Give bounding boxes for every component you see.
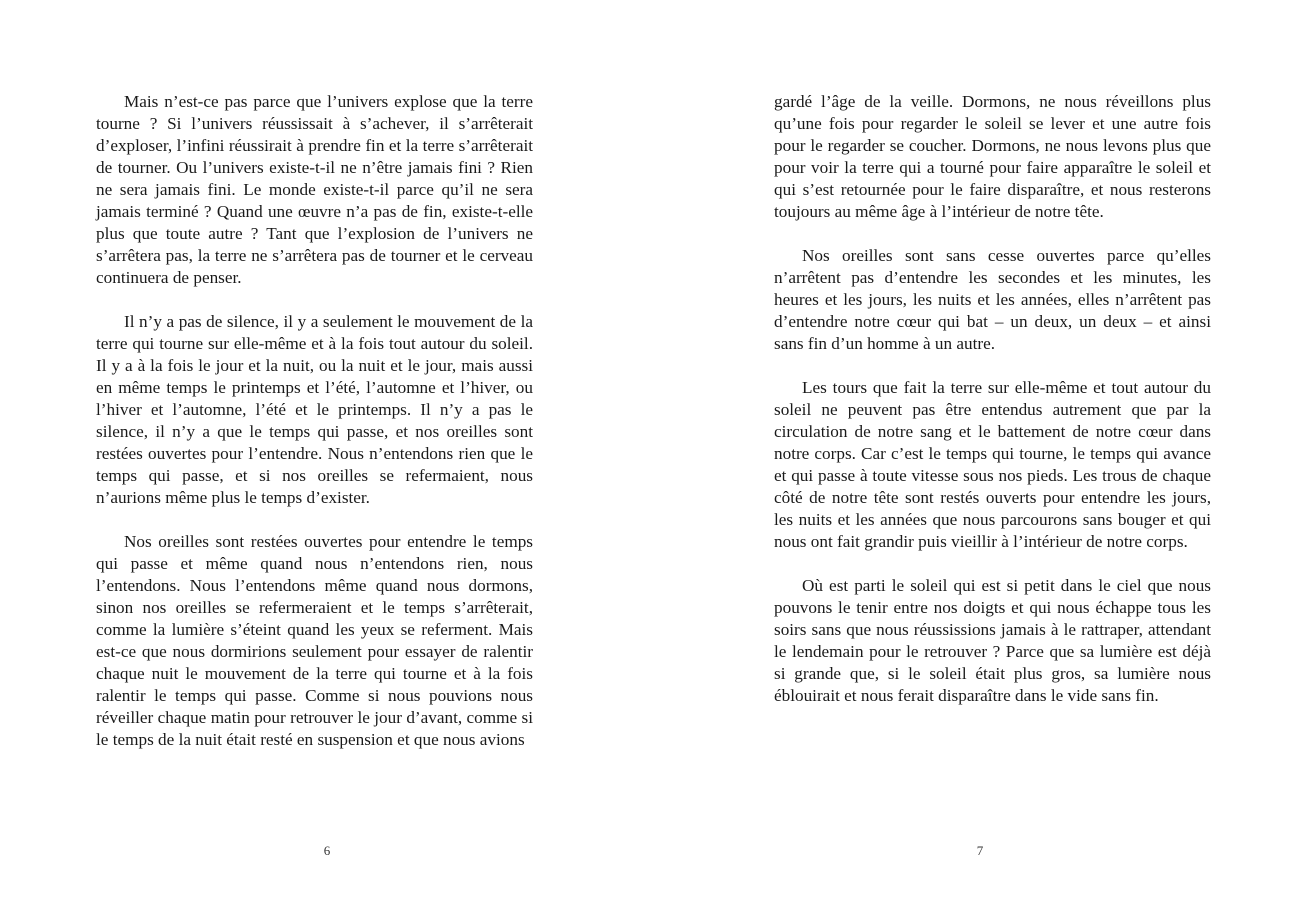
paragraph: Où est parti le soleil qui est si petit dans le ciel que nous pouvons le tenir entre nos doigts et qui nous échappe tous les soirs sans que nous réussissions jamais à le rattraper, attendant le lendemain pour le retrouver ? Parce que sa lumière est déjà si grande que, si le soleil était plus gros, sa lumière nous éblouirait et nous ferait disparaître dans le vide sans fin. xyxy=(774,576,1211,705)
page-number: 7 xyxy=(976,843,984,858)
continued-paragraph: gardé l’âge de la veille. Dormons, ne nous réveillons plus qu’une fois pour regarder le soleil se lever et une autre fois pour le regarder se coucher. Dormons, ne nous levons plus que pour voir la terre qui a tourné pour faire apparaître le soleil et qui s’est retournée pour le faire disparaître, et nous resterons toujours au même âge à l’intérieur de notre tête. xyxy=(774,92,1211,221)
paragraph: Les tours que fait la terre sur elle-même et tout autour du soleil ne peuvent pas être entendus autrement que par la circulation de notre sang et le battement de notre cœur dans notre corps. Car c’est le temps qui tourne, le temps qui avance et qui passe à toute vitesse sous nos pieds. Les trous de chaque côté de notre tête sont restés ouverts pour entendre les jours, les nuits et les années que nous parcourons sans bouger et qui nous ont fait grandir puis vieillir à l’intérieur de notre corps. xyxy=(774,378,1211,551)
paragraph: Mais n’est-ce pas parce que l’univers explose que la terre tourne ? Si l’univers réussissait à s’achever, il s’arrêterait d’exploser, l’infini réussirait à prendre fin et la terre s’arrêterait de tourner. Ou l’univers existe-t-il ne n’être jamais fini ? Rien ne sera jamais fini. Le monde existe-t-il parce qu’il ne sera jamais terminé ? Quand une œuvre n’a pas de fin, existe-t-elle plus que toute autre ? Tant que l’explosion de l’univers ne s’arrêtera pas, la terre ne s’arrêtera pas de tourner et le cerveau continuera de penser. xyxy=(96,92,533,287)
paragraph: Nos oreilles sont sans cesse ouvertes parce qu’elles n’arrêtent pas d’entendre les secondes et les minutes, les heures et les jours, les nuits et les années, elles n’arrêtent pas d’entendre notre cœur qui bat – un deux, un deux – et ainsi sans fin d’un homme à un autre. xyxy=(774,246,1211,353)
right-page xyxy=(653,0,1306,912)
right-page-text xyxy=(774,91,1211,707)
paragraph: Nos oreilles sont restées ouvertes pour entendre le temps qui passe et même quand nous n’entendons rien, nous l’entendons. Nous l’entendons même quand nous dormons, sinon nos oreilles se refermeraient et le temps s’arrêterait, comme la lumière s’éteint quand les yeux se referment. Mais est-ce que nous dormirions seulement pour essayer de ralentir chaque nuit le mouvement de la terre qui tourne et à la fois ralentir le temps qui passe. Comme si nous pouvions nous réveiller chaque matin pour retrouver le jour d’avant, comme si le temps de la nuit était resté en suspension et que nous avions xyxy=(96,532,533,749)
paragraph: Il n’y a pas de silence, il y a seulement le mouvement de la terre qui tourne sur elle-même et à la fois tout autour du soleil. Il y a à la fois le jour et la nuit, ou la nuit et le jour, mais aussi en même temps le printemps et l’été, l’automne et l’hiver, ou l’hiver et l’automne, l’été et le printemps. Il n’y a pas le silence, il n’y a que le temps qui passe, et nos oreilles sont restées ouvertes pour l’entendre. Nous n’entendons rien que le temps qui passe, et si nos oreilles se refermaient, nous n’aurions même plus le temps d’exister. xyxy=(96,312,533,507)
left-page-text xyxy=(96,91,533,751)
page-number: 6 xyxy=(323,843,331,858)
